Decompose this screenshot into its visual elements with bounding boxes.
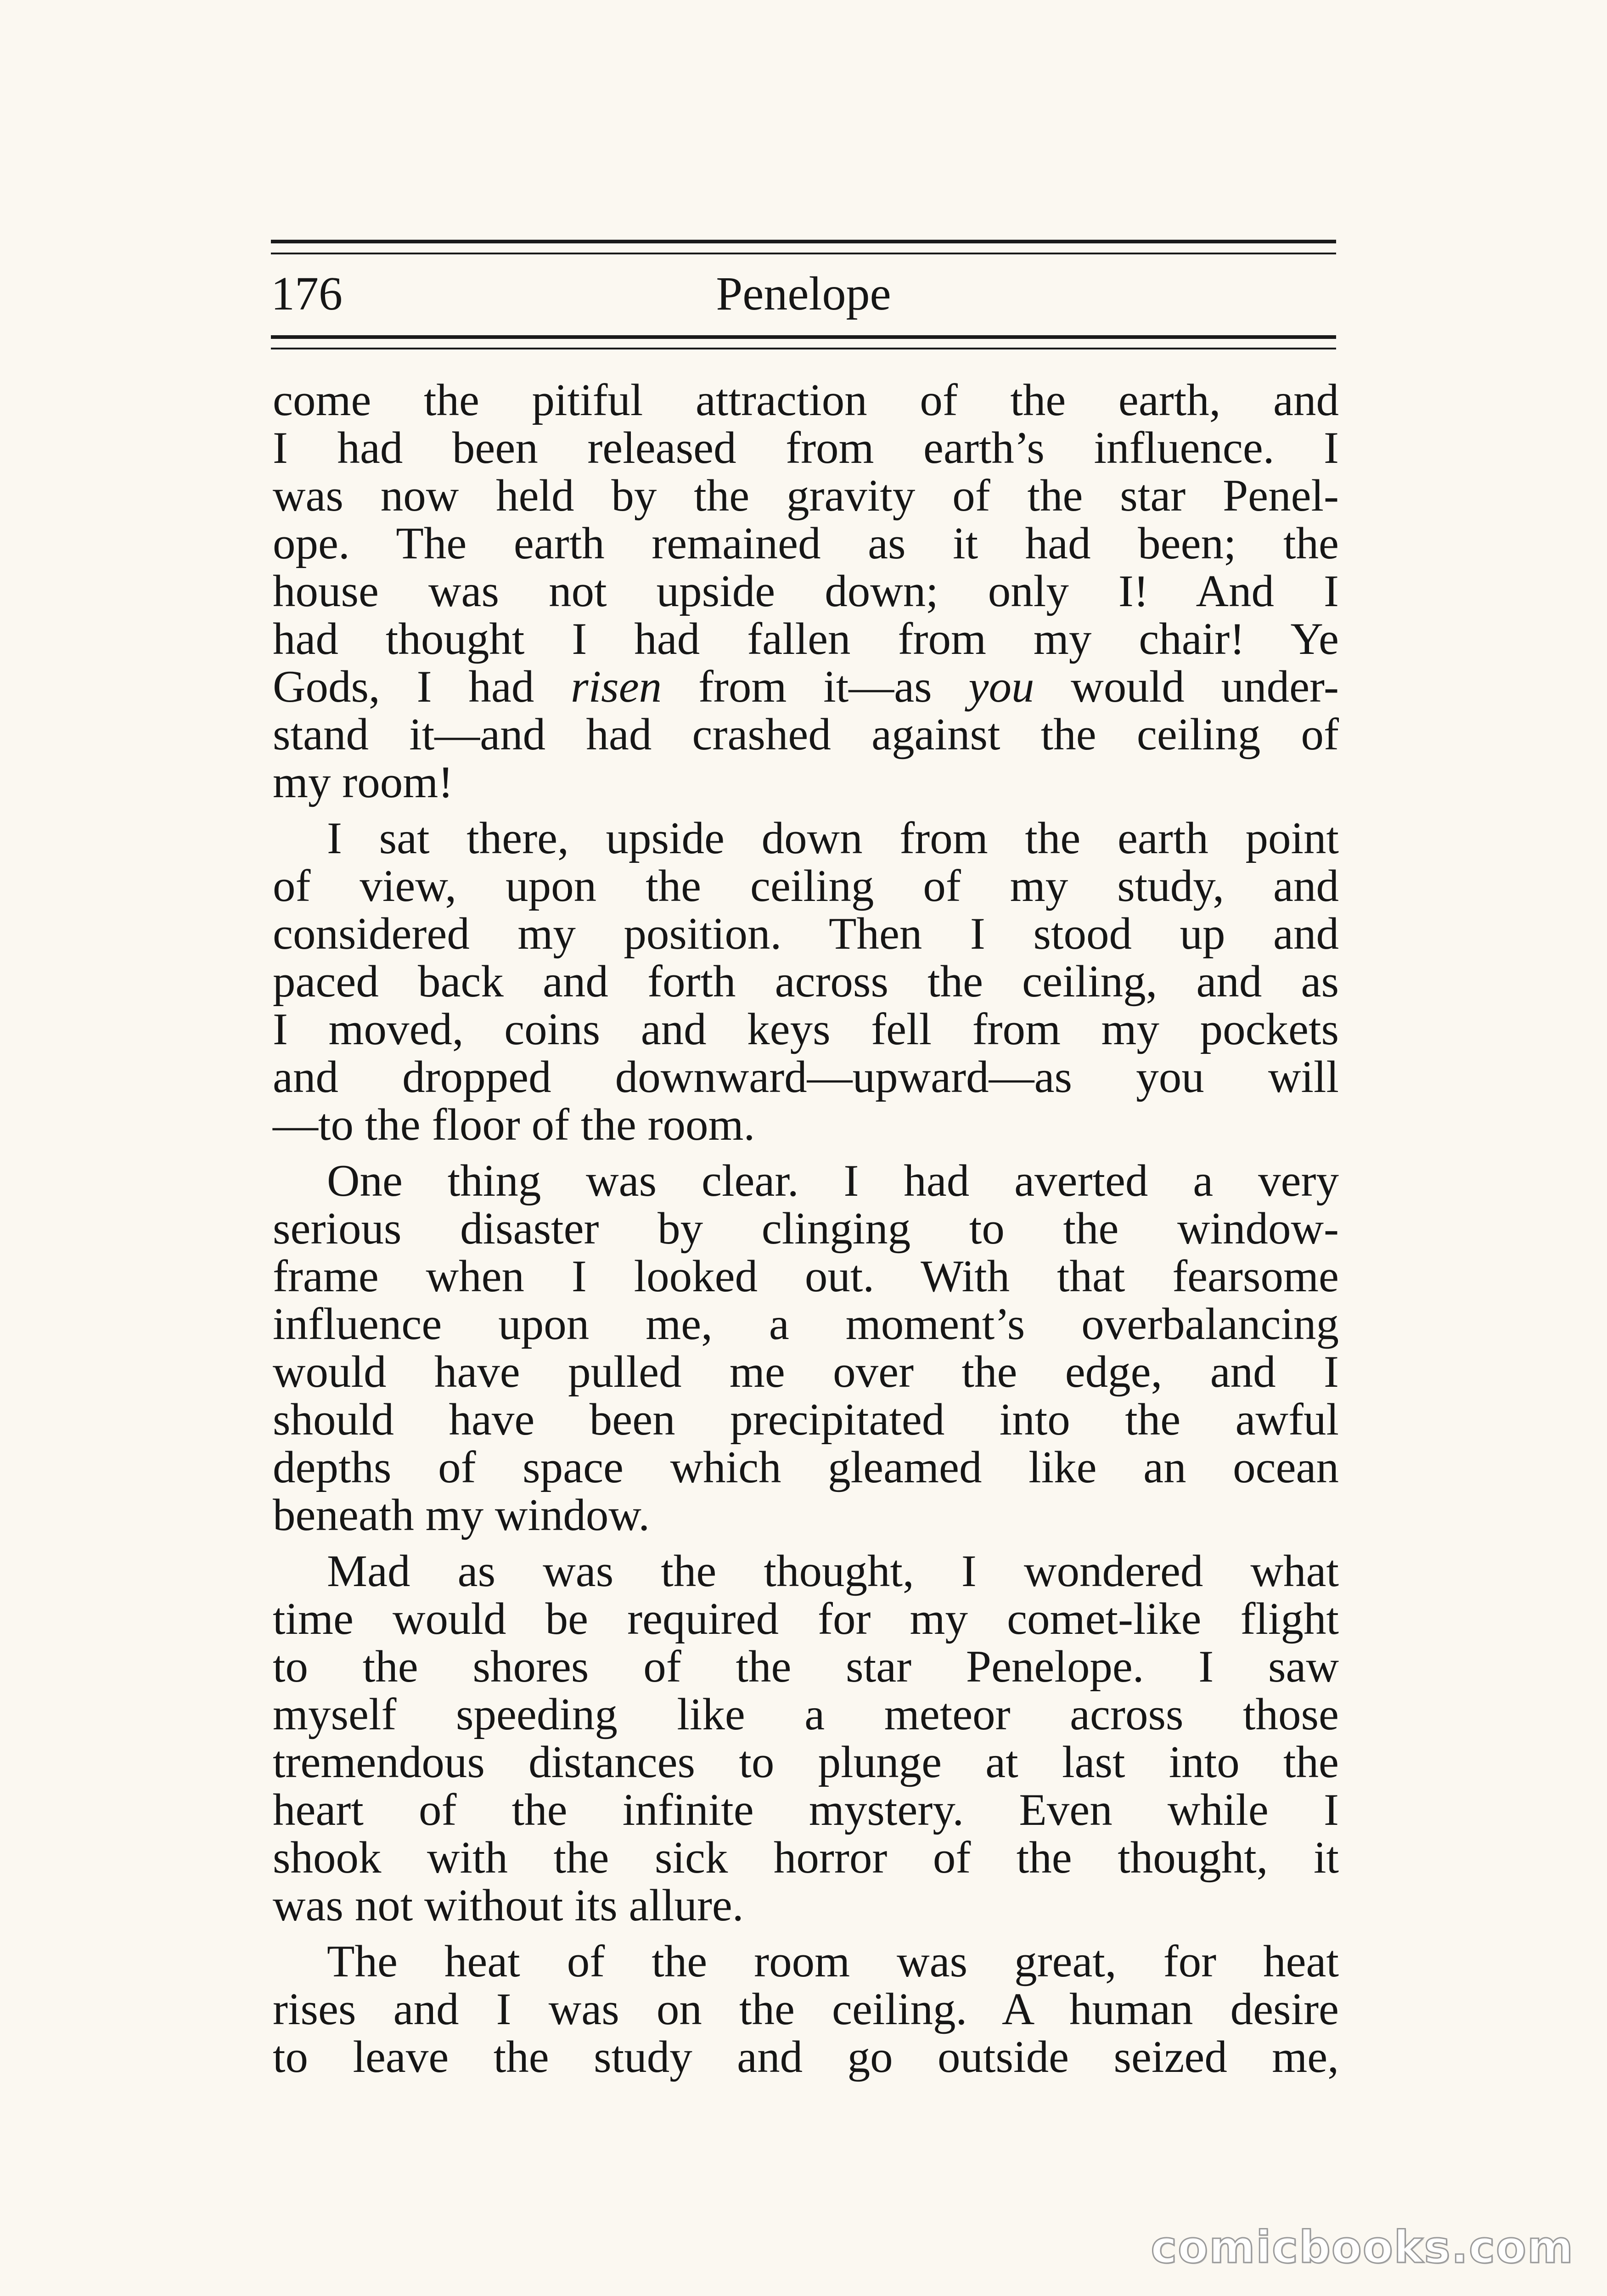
running-title: Penelope xyxy=(716,267,891,320)
text-line: beneath my window. xyxy=(273,1490,650,1540)
text-line: I sat there, upside down from the earth point xyxy=(327,813,1339,863)
italic-word: risen xyxy=(571,662,662,712)
header-rule-bottom-thick xyxy=(271,335,1336,339)
text-line: house was not upside down; only I! And I xyxy=(273,566,1339,616)
text-line: serious disaster by clinging to the window- xyxy=(273,1204,1339,1254)
page-number: 176 xyxy=(271,267,343,320)
text-line: Mad as was the thought, I wondered what xyxy=(327,1546,1339,1596)
text-line: myself speeding like a meteor across those xyxy=(273,1689,1339,1739)
text-line: ope. The earth remained as it had been; the xyxy=(273,518,1339,568)
text-line: The heat of the room was great, for heat xyxy=(327,1936,1339,1986)
text-line: had thought I had fallen from my chair! Ye xyxy=(273,614,1339,664)
text-line: stand it—and had crashed against the ceiling of xyxy=(273,709,1339,760)
text-line: to the shores of the star Penelope. I saw xyxy=(273,1642,1339,1692)
text-line: —to the floor of the room. xyxy=(273,1100,755,1150)
watermark-logo: comicbooks.com xyxy=(1151,2222,1574,2273)
text-line: time would be required for my comet-like flight xyxy=(273,1594,1339,1644)
text-line: was now held by the gravity of the star Penel- xyxy=(273,471,1339,521)
text-line: paced back and forth across the ceiling, and as xyxy=(273,957,1339,1007)
header-rule-bottom-thin xyxy=(271,348,1336,349)
header-rule-top-thin xyxy=(271,253,1336,254)
text-run: Gods, I had xyxy=(273,662,571,712)
text-line: I moved, coins and keys fell from my pockets xyxy=(273,1004,1339,1054)
text-line: to leave the study and go outside seized me, xyxy=(273,2032,1339,2082)
text-line: depths of space which gleamed like an ocean xyxy=(273,1442,1339,1492)
running-head xyxy=(271,259,1336,328)
text-line: I had been released from earth’s influence. I xyxy=(273,423,1339,473)
text-line: would have pulled me over the edge, and I xyxy=(273,1347,1339,1397)
paragraph xyxy=(273,1157,1339,1539)
text-line: come the pitiful attraction of the earth, and xyxy=(273,375,1339,425)
text-line: considered my position. Then I stood up and xyxy=(273,909,1339,959)
text-line: rises and I was on the ceiling. A human desire xyxy=(273,1984,1339,2034)
italic-word: you xyxy=(968,662,1034,712)
text-line: shook with the sick horror of the thought, it xyxy=(273,1833,1339,1883)
paragraph xyxy=(273,815,1339,1149)
paragraph xyxy=(273,1548,1339,1930)
header-rule-top-thick xyxy=(271,240,1336,243)
text-line: and dropped downward—upward—as you will xyxy=(273,1052,1339,1102)
text-run: from it—as xyxy=(662,662,969,712)
text-line: tremendous distances to plunge at last into the xyxy=(273,1737,1339,1787)
text-line: should have been precipitated into the awful xyxy=(273,1395,1339,1445)
text-line: influence upon me, a moment’s overbalancing xyxy=(273,1299,1339,1349)
text-line: of view, upon the ceiling of my study, and xyxy=(273,861,1339,911)
text-line: frame when I looked out. With that fearsome xyxy=(273,1251,1339,1301)
text-run: would under- xyxy=(1034,662,1339,712)
text-line: was not without its allure. xyxy=(273,1880,744,1930)
text-line: my room! xyxy=(273,757,454,807)
paragraph xyxy=(273,1938,1339,2081)
paragraph xyxy=(273,377,1339,806)
text-line: One thing was clear. I had averted a very xyxy=(327,1156,1339,1206)
text-line xyxy=(273,663,1339,711)
body-text xyxy=(273,377,1339,2081)
text-line: heart of the infinite mystery. Even while I xyxy=(273,1785,1339,1835)
